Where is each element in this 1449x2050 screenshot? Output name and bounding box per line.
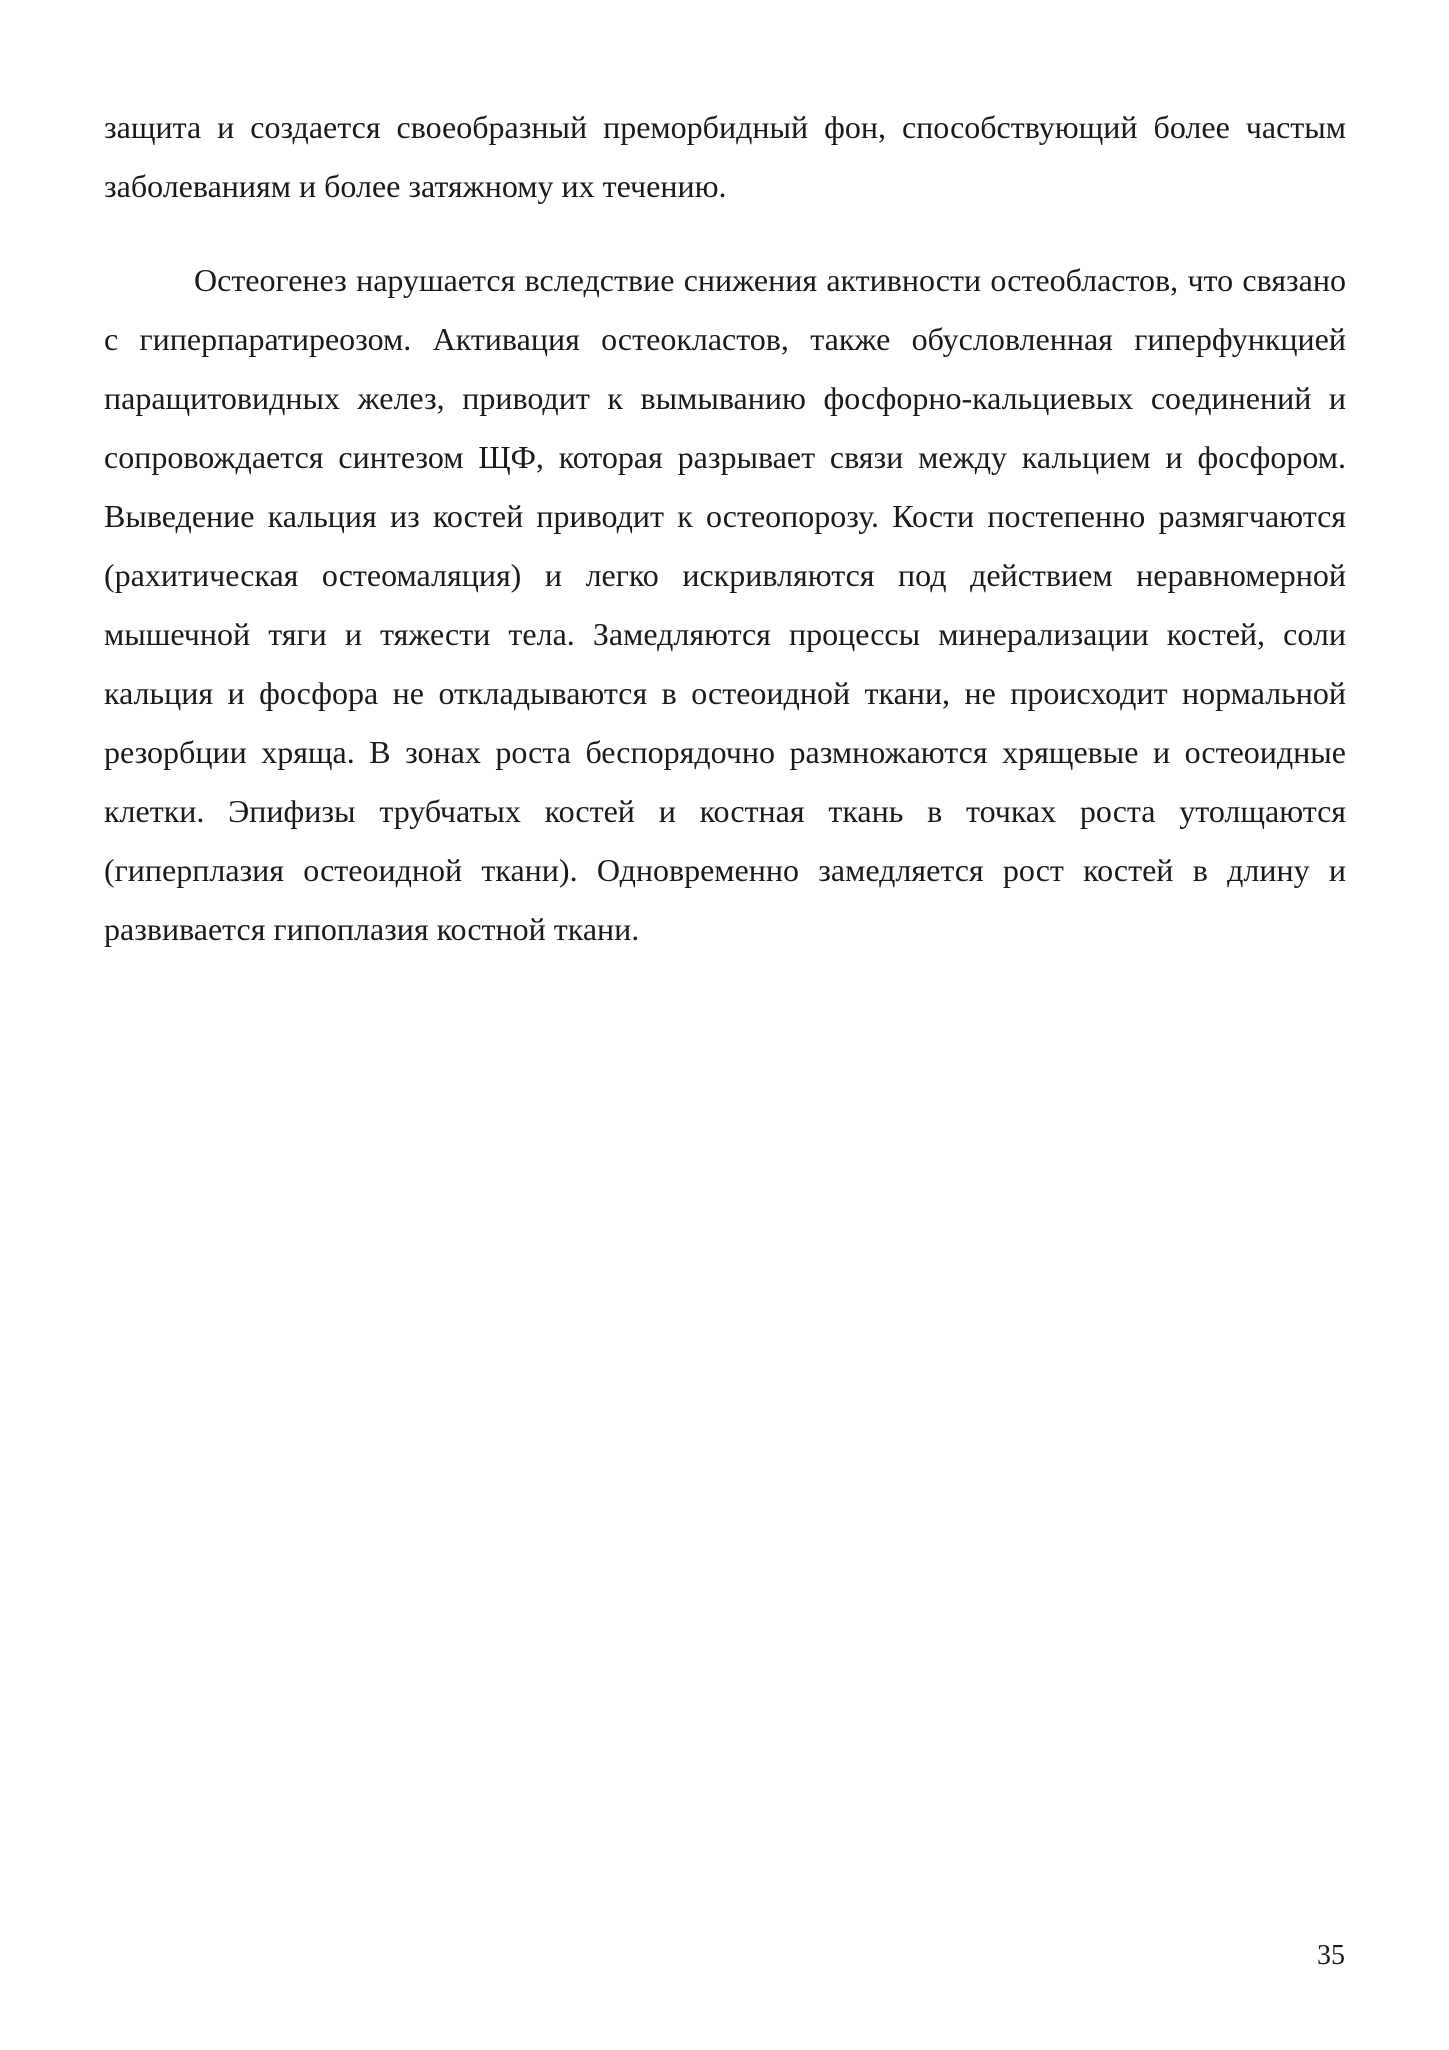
paragraph-osteogenesis: Остеогенез нарушается вследствие снижения активности остеобластов, что связано с гиперпаратиреозом. Активация остеокластов, также обусловленная гиперфункцией паращитовидных желез, приводит к вымыванию фосфорно-кальциевых соединений и сопровождается синтезом ЩФ, которая разрывает связи между кальцием и фосфором. Выведение кальция из костей приводит к остеопорозу. Кости постепенно размягчаются (рахитическая остеомаляция) и легко искривляются под действием неравномерной мышечной тяги и тяжести тела. Замедляются процессы минерализации костей, соли кальция и фосфора не откладываются в остеоидной ткани, не происходит нормальной резорбции хряща. В зонах роста беспорядочно размножаются хрящевые и остеоидные клетки. Эпифизы трубчатых костей и костная ткань в точках роста утолщаются (гиперплазия остеоидной ткани). Одновременно замедляется рост костей в длину и развивается гипоплазия костной ткани. [104, 262, 1346, 947]
page-number: 35 [1317, 1940, 1345, 1971]
paragraph-continuation: защита и создается своеобразный преморбидный фон, способствующий более частым заболеваниям и более затяжному их течению. [104, 109, 1346, 204]
